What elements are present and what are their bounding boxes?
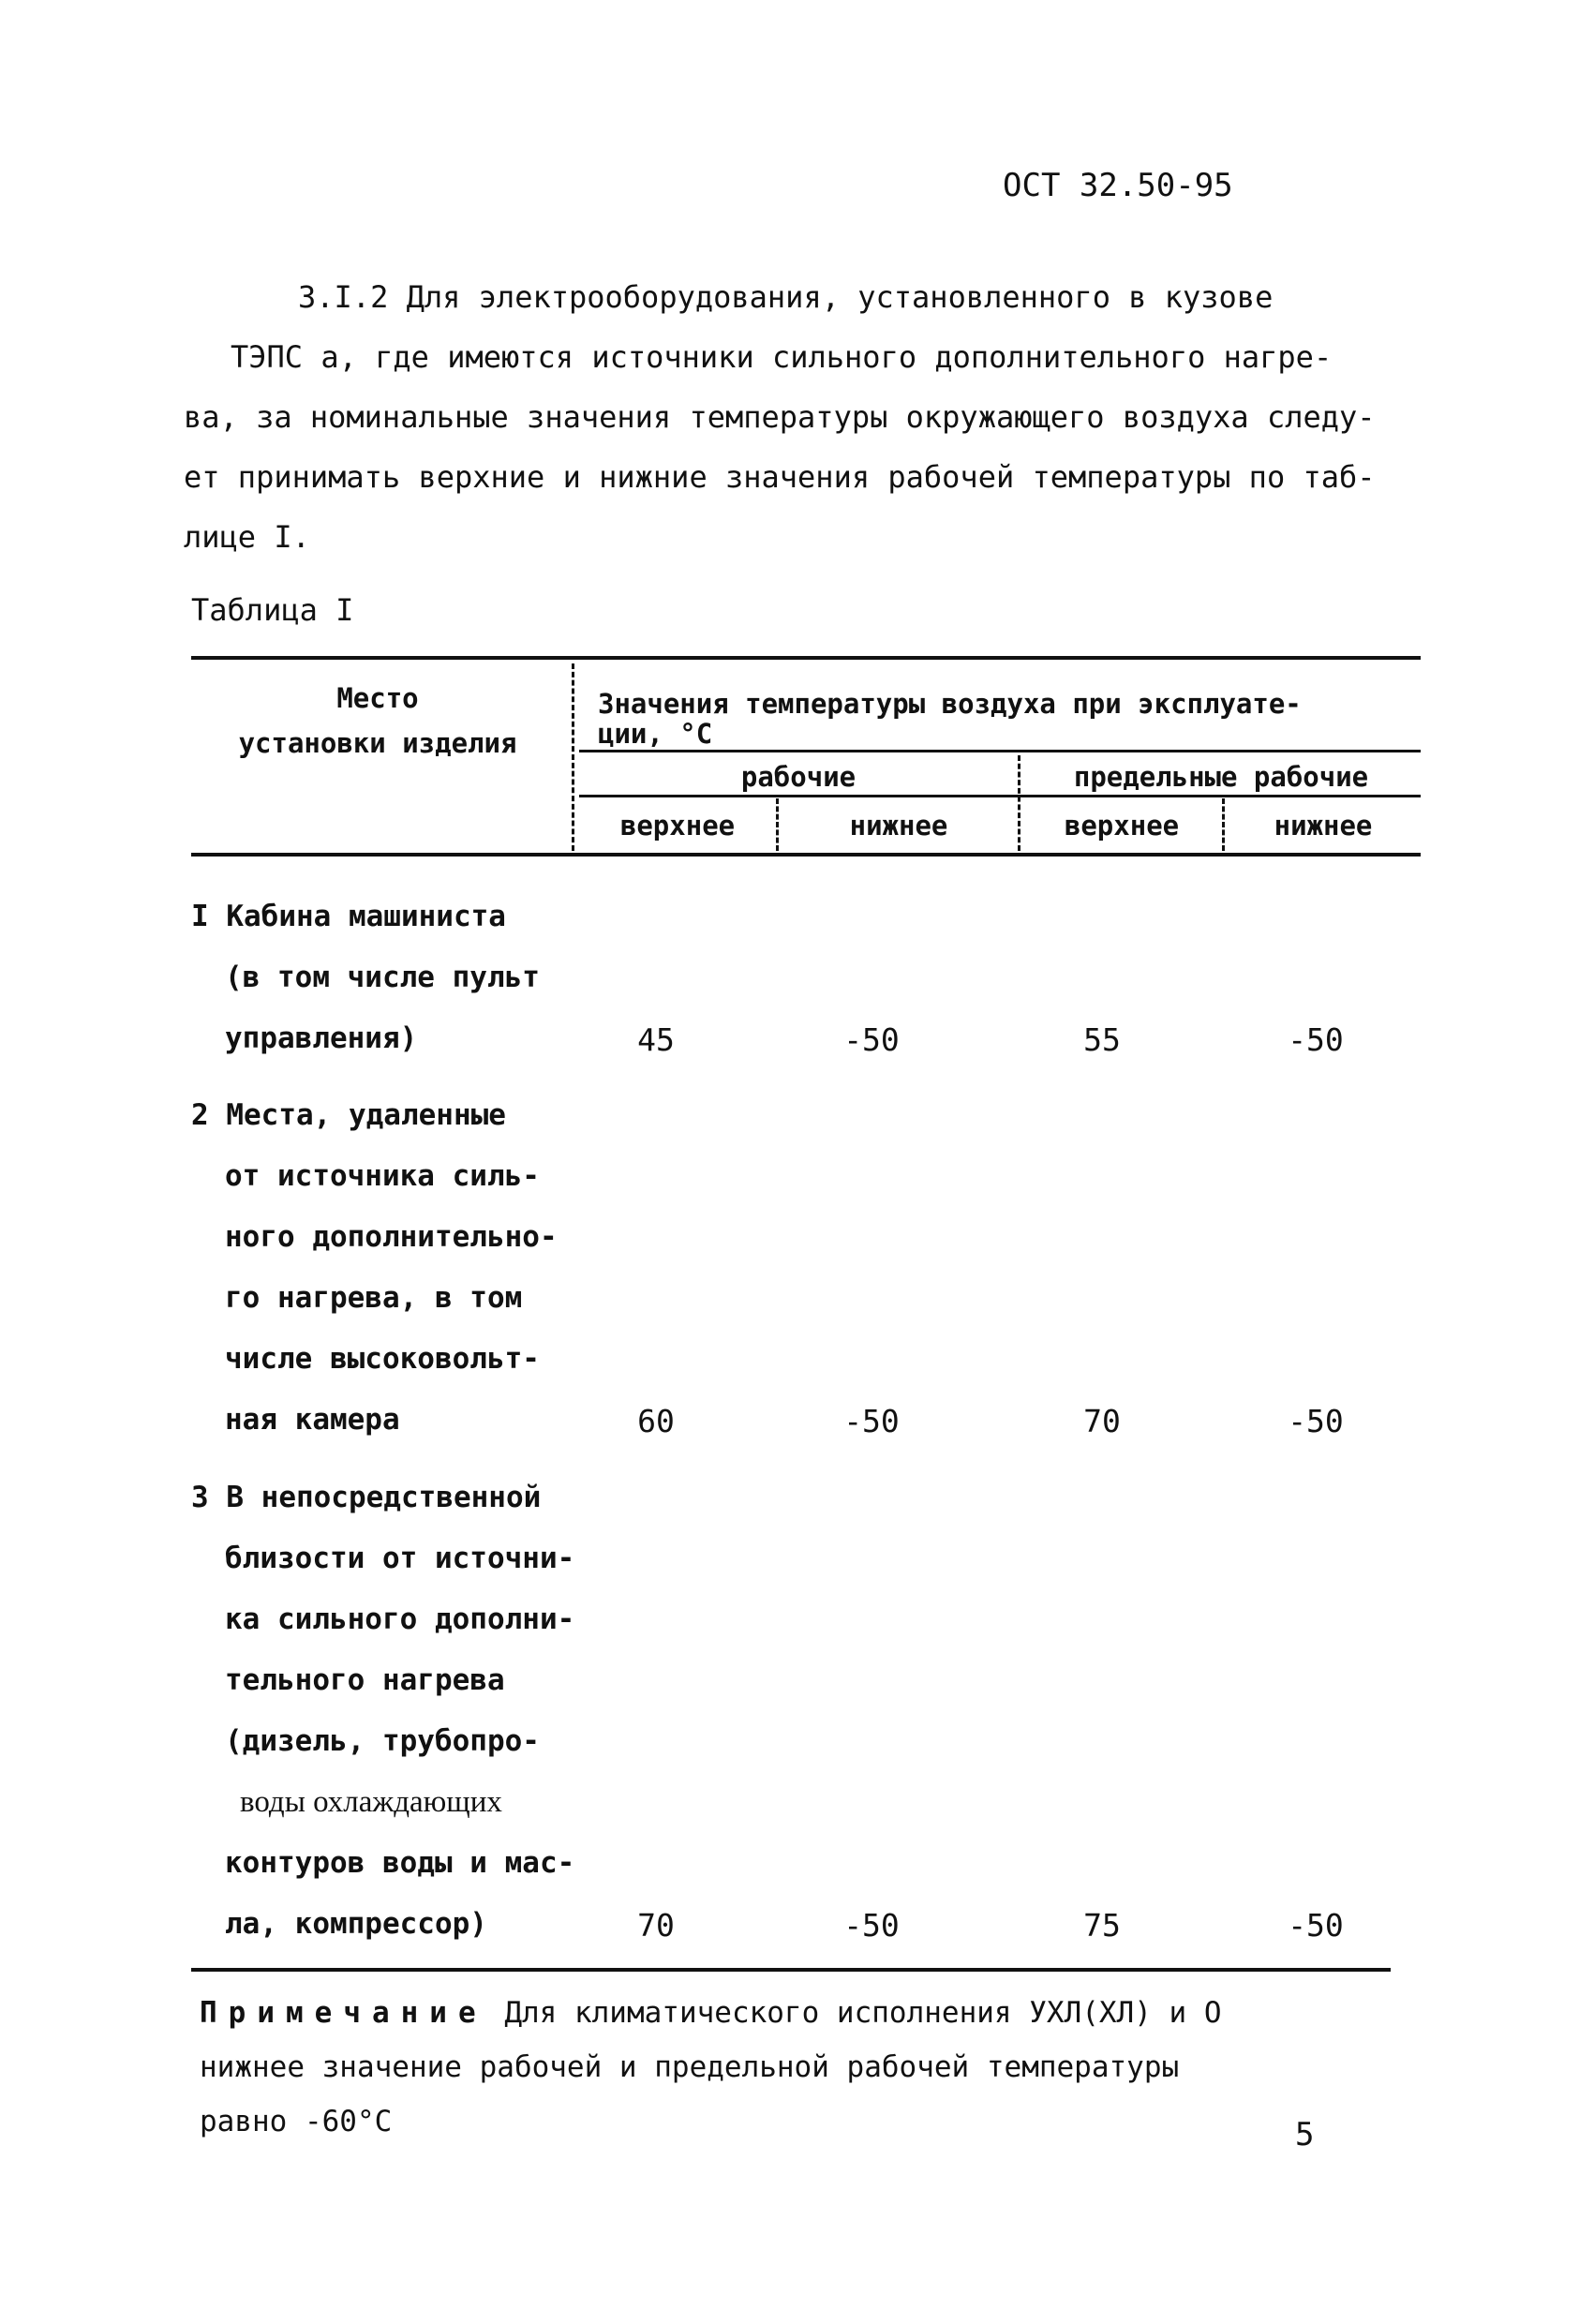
value-upper: 60 [637, 1403, 675, 1439]
paragraph-line: ТЭПС а, где имеются источники сильного дополнительного нагре- [231, 339, 1333, 375]
place-line: (дизель, трубопро- [225, 1724, 540, 1758]
group-header-line: ции, °С [598, 718, 713, 750]
place-line: ла, компрессор) [225, 1907, 487, 1941]
value-lower: -50 [843, 1907, 900, 1944]
value-limit-upper: 75 [1083, 1907, 1121, 1944]
header-mid-rule [579, 750, 1421, 752]
col-lower-header: нижнее [849, 810, 948, 842]
value-upper: 45 [637, 1021, 675, 1058]
col-separator [776, 798, 779, 851]
note-line [200, 1996, 1222, 2030]
col-lower-header: нижнее [1274, 810, 1373, 842]
place-line: ка сильного дополни- [225, 1602, 575, 1636]
paragraph-line: лице I. [184, 519, 310, 555]
table-label: Таблица I [191, 592, 354, 628]
value-lower: -50 [843, 1403, 900, 1439]
table-bottom-rule [191, 1968, 1391, 1972]
place-line: (в том числе пульт [225, 961, 540, 994]
sub-header-limit-working: предельные рабочие [1073, 761, 1369, 793]
col-separator [1018, 755, 1020, 851]
sub-header-working: рабочие [740, 761, 857, 793]
col-place-header-line: Место [336, 682, 419, 714]
place-line: контуров воды и мас- [225, 1846, 575, 1880]
place-line: тельного нагрева [225, 1663, 505, 1697]
paragraph-3-1-2 [184, 267, 1421, 567]
note-line: нижнее значение рабочей и предельной рабочей температуры [200, 2050, 1180, 2084]
table-top-rule [191, 656, 1421, 660]
value-upper: 70 [637, 1907, 675, 1944]
place-line: ная камера [225, 1403, 400, 1437]
note-text: Для климатического исполнения УХЛ(ХЛ) и О [504, 1996, 1222, 2030]
col-place-header-line: установки изделия [238, 727, 517, 759]
header-bottom-rule [191, 853, 1421, 857]
header-sub-rule [579, 795, 1421, 797]
place-line: числе высоковольт- [225, 1342, 540, 1376]
page-number: 5 [1295, 2116, 1315, 2153]
col-separator [572, 663, 574, 851]
col-upper-header: верхнее [619, 810, 736, 842]
value-limit-upper: 55 [1083, 1021, 1121, 1058]
value-limit-lower: -50 [1288, 1907, 1344, 1944]
place-line: от источника силь- [225, 1159, 540, 1193]
place-line: воды охлаждающих [240, 1785, 502, 1819]
value-limit-lower: -50 [1288, 1403, 1344, 1439]
place-line: близости от источни- [225, 1542, 575, 1575]
col-place-header [191, 682, 564, 759]
paragraph-line: ва, за номинальные значения температуры окружающего воздуха следу- [184, 399, 1376, 435]
paragraph-line: ет принимать верхние и нижние значения рабочей температуры по таб- [184, 459, 1376, 495]
group-header-line: Значения температуры воздуха при эксплуате- [598, 688, 1302, 720]
place-line: го нагрева, в том [225, 1281, 523, 1315]
col-upper-header: верхнее [1064, 810, 1180, 842]
value-lower: -50 [843, 1021, 900, 1058]
document-code: ОСТ 32.50-95 [1003, 167, 1233, 204]
col-separator [1222, 798, 1225, 851]
place-line: 2 Места, удаленные [191, 1098, 506, 1132]
note-line: равно -60°С [200, 2105, 393, 2138]
value-limit-upper: 70 [1083, 1403, 1121, 1439]
paragraph-line: 3.I.2 Для электрооборудования, установленного в кузове [298, 279, 1274, 315]
place-line: I Кабина машиниста [191, 900, 506, 933]
place-line: управления) [225, 1021, 418, 1055]
note-prefix: Примечание [200, 1996, 487, 2030]
place-line: 3 В непосредственной [191, 1481, 542, 1514]
value-limit-lower: -50 [1288, 1021, 1344, 1058]
place-line: ного дополнительно- [225, 1220, 558, 1254]
